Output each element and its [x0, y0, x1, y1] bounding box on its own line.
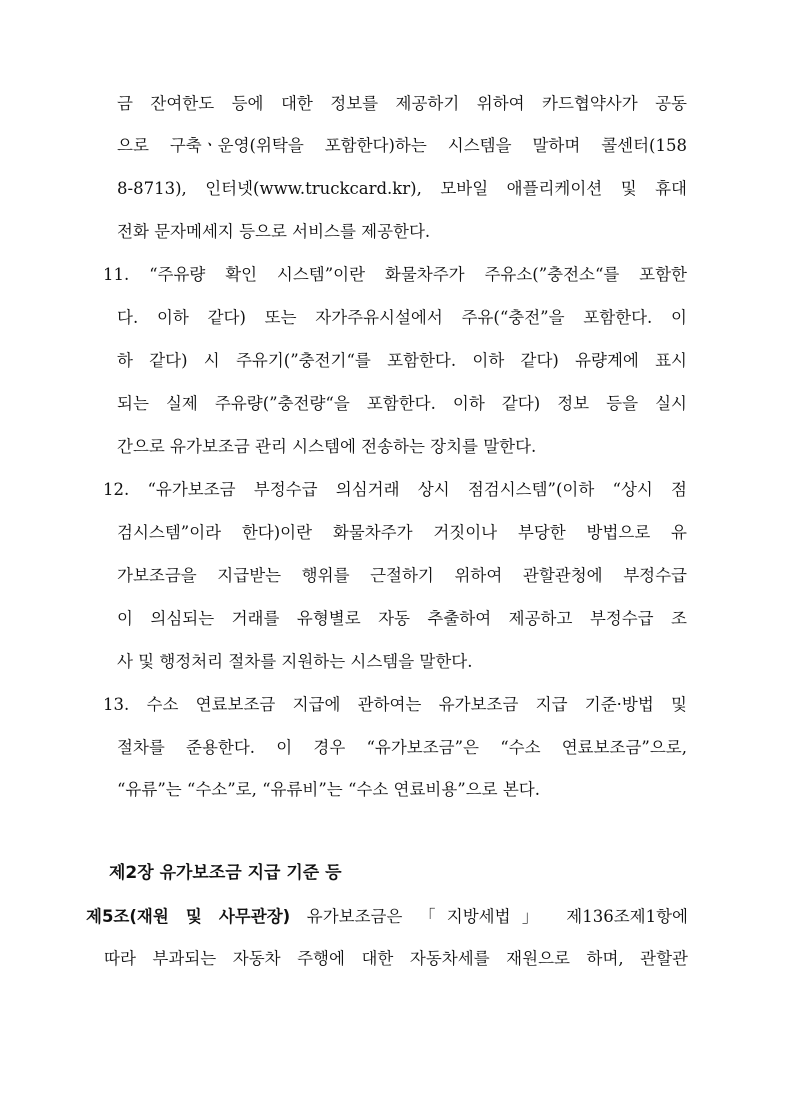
- text-line: “유류”는 “수소”로, “유류비”는 “수소 연료비용”으로 본다.: [117, 780, 540, 799]
- text-line: 전화 문자메세지 등으로 서비스를 제공한다.: [117, 222, 431, 241]
- list-item-11: 11. “주유량 확인 시스템”이란 화물차주가 주유소(”충전소“를 포함한: [103, 265, 687, 284]
- text-line: 가보조금을 지급받는 행위를 근절하기 위하여 관할관청에 부정수급: [117, 566, 687, 585]
- text-line: 다. 이하 같다) 또는 자가주유시설에서 주유(“충전”을 포함한다. 이: [117, 308, 687, 327]
- chapter-heading: 제2장 유가보조금 지급 기준 등: [109, 863, 342, 883]
- text-line: 따라 부과되는 자동차 주행에 대한 자동차세를 재원으로 하며, 관할관: [104, 949, 688, 968]
- text-line: 으로 구축ㆍ운영(위탁을 포함한다)하는 시스템을 말하며 콜센터(158: [117, 136, 687, 155]
- list-item-12: 12. “유가보조금 부정수급 의심거래 상시 점검시스템”(이하 “상시 점: [103, 480, 687, 499]
- article-text: 유가보조금은 「지방세법」 제136조제1항에: [290, 907, 688, 926]
- text-line: 간으로 유가보조금 관리 시스템에 전송하는 장치를 말한다.: [117, 437, 537, 456]
- text-line: 사 및 행정처리 절차를 지원하는 시스템을 말한다.: [117, 652, 473, 671]
- text-line: 절차를 준용한다. 이 경우 “유가보조금”은 “수소 연료보조금”으로,: [117, 738, 687, 757]
- text-line: 이 의심되는 거래를 유형별로 자동 추출하여 제공하고 부정수급 조: [117, 609, 687, 628]
- text-line: 8-8713), 인터넷(www.truckcard.kr), 모바일 애플리케이션 및 휴대: [117, 179, 687, 198]
- article-title: 제5조(재원 및 사무관장): [86, 907, 291, 926]
- text-line: 되는 실제 주유량(”충전량“을 포함한다. 이하 같다) 정보 등을 실시: [117, 394, 687, 413]
- text-line: 하 같다) 시 주유기(”충전기“를 포함한다. 이하 같다) 유량계에 표시: [117, 351, 687, 370]
- text-line: 금 잔여한도 등에 대한 정보를 제공하기 위하여 카드협약사가 공동: [117, 94, 687, 113]
- article-5-first-line: [86, 906, 688, 928]
- list-item-13: 13. 수소 연료보조금 지급에 관하여는 유가보조금 지급 기준·방법 및: [103, 695, 687, 714]
- text-line: 검시스템”이라 한다)이란 화물차주가 거짓이나 부당한 방법으로 유: [117, 523, 687, 542]
